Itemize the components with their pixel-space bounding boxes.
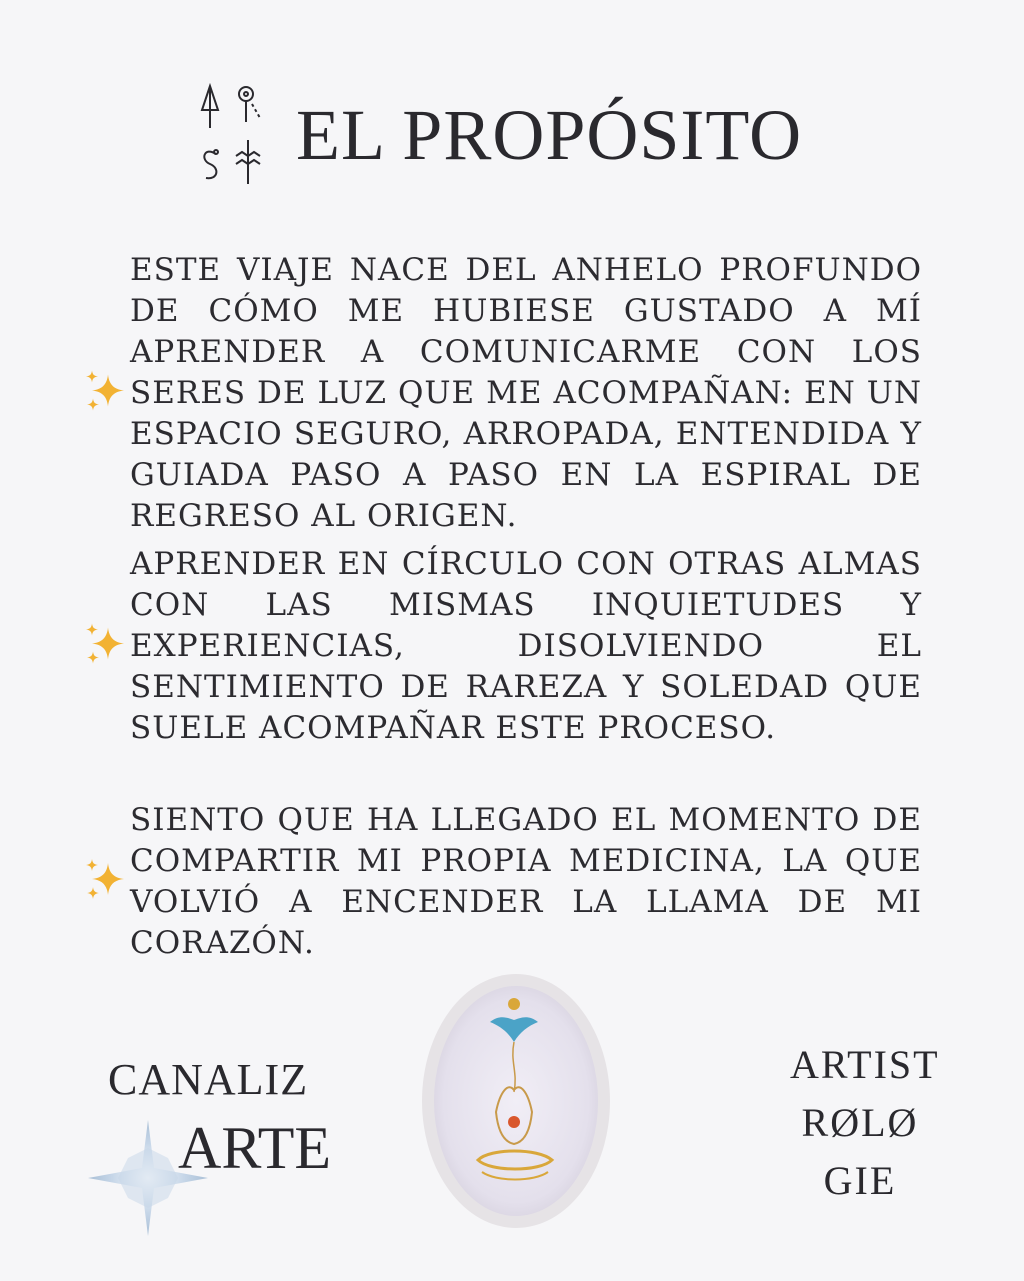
- title-block: [196, 80, 802, 190]
- page-title: EL PROPÓSITO: [296, 95, 803, 175]
- paragraph-1: [84, 250, 924, 537]
- symbols-icon: [196, 80, 266, 190]
- paragraph-text: APRENDER EN CÍRCULO CON OTRAS ALMAS CON LAS MISMAS INQUIETUDES Y EXPERIENCIAS, DISOLVIENDO EL SENTIMIENTO DE RAREZA Y SOLEDAD QUE SUELE ACOMPAÑAR ESTE PROCESO.: [130, 546, 922, 746]
- paragraph-text: SIENTO QUE HA LLEGADO EL MOMENTO DE COMPARTIR MI PROPIA MEDICINA, LA QUE VOLVIÓ A ENCENDER LA LLAMA DE MI CORAZÓN.: [130, 802, 922, 961]
- logo-line-2: ARTE: [178, 1115, 332, 1181]
- logo-line-1: ARTIST: [790, 1042, 940, 1087]
- paragraph-text: ESTE VIAJE NACE DEL ANHELO PROFUNDO DE CÓMO ME HUBIESE GUSTADO A MÍ APRENDER A COMUNICARME CON LOS SERES DE LUZ QUE ME ACOMPAÑAN: EN UN ESPACIO SEGURO, ARROPADA, ENTENDIDA Y GUIADA PASO A PASO EN LA ESPIRAL DE REGRESO AL ORIGEN.: [130, 252, 922, 534]
- paragraph-2: [84, 544, 924, 749]
- sparkles-icon: [84, 246, 130, 537]
- logo-line-1: CANALIZ: [108, 1055, 309, 1104]
- artist-rolo-gie-logo: [790, 1036, 940, 1210]
- paragraph-3: [84, 800, 924, 964]
- sparkles-icon: [84, 540, 130, 749]
- logo-line-2: RØLØ: [801, 1100, 919, 1145]
- sparkles-icon: [84, 796, 130, 964]
- canalizarte-logo: [78, 1050, 332, 1190]
- logo-line-3: GIE: [823, 1158, 897, 1203]
- meditation-artwork: [420, 972, 612, 1230]
